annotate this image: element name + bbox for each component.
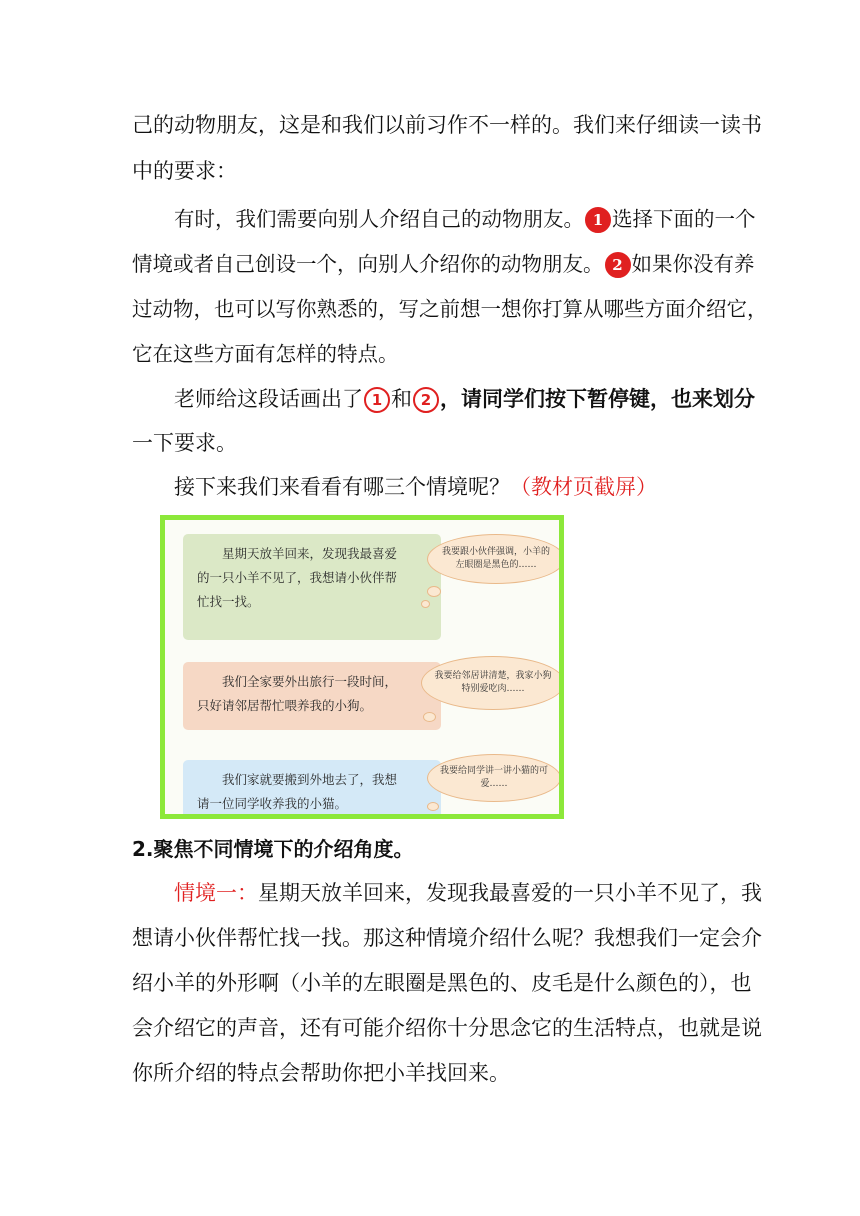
scenario-card-1 (183, 534, 441, 640)
paragraph-line: 己的动物朋友，这是和我们以前习作不一样的。我们来仔细读一读书 (132, 113, 762, 137)
scenario-line: 会介绍它的声音，还有可能介绍你十分思念它的生活特点，也就是说 (132, 1016, 762, 1040)
marker-1: 1 (364, 387, 390, 413)
thought-bubble-3: 我要给同学讲一讲小猫的可爱…… (427, 754, 561, 802)
card-line: 我们全家要外出旅行一段时间， (222, 674, 398, 689)
marker-2: 2 (605, 252, 631, 278)
marker-2: 2 (413, 387, 439, 413)
bubble-dot (421, 600, 430, 608)
card-line: 只好请邻居帮忙喂养我的小狗。 (197, 698, 373, 713)
next-line (174, 472, 657, 502)
quote-line: 过动物，也可以写你熟悉的，写之前想一想你打算从哪些方面介绍它， (132, 297, 768, 321)
scenario-label: 情境一： (174, 881, 258, 905)
card-line: 我们家就要搬到外地去了，我想 (222, 772, 398, 787)
card-line: 的一只小羊不见了，我想请小伙伴帮 (197, 570, 398, 585)
card-line: 忙找一找。 (197, 594, 260, 609)
thought-bubble-1: 我要跟小伙伴强调，小羊的左眼圈是黑色的…… (427, 534, 564, 584)
scenario-text: 星期天放羊回来，发现我最喜爱的一只小羊不见了，我 (258, 881, 762, 905)
scenario-line: 你所介绍的特点会帮助你把小羊找回来。 (132, 1061, 510, 1085)
bubble-dot (423, 712, 436, 722)
quote-text: 情境或者自己创设一个，向别人介绍你的动物朋友。 (132, 252, 604, 276)
quote-line (132, 249, 755, 279)
quote-line (174, 204, 756, 234)
teacher-text: 和 (391, 387, 412, 411)
scenario-card-3 (183, 760, 441, 819)
textbook-note: （教材页截屏） (510, 475, 657, 499)
scenario-line (174, 878, 762, 908)
quote-text: 选择下面的一个 (612, 207, 756, 231)
scenario-card-2 (183, 662, 441, 730)
thought-bubble-2: 我要给邻居讲清楚，我家小狗特别爱吃肉…… (421, 656, 564, 710)
paragraph-line: 中的要求： (132, 159, 237, 183)
teacher-line (174, 384, 755, 414)
quote-text: 有时，我们需要向别人介绍自己的动物朋友。 (174, 207, 584, 231)
bubble-dot (427, 586, 441, 597)
section-heading: 2.聚焦不同情境下的介绍角度。 (132, 837, 414, 861)
next-text: 接下来我们来看看有哪三个情境呢？ (174, 475, 510, 499)
textbook-screenshot (160, 515, 564, 819)
marker-1: 1 (585, 207, 611, 233)
card-line: 请一位同学收养我的小猫。 (197, 796, 348, 811)
teacher-text: 老师给这段话画出了 (174, 387, 363, 411)
scenario-line: 想请小伙伴帮忙找一找。那这种情境介绍什么呢？我想我们一定会介 (132, 926, 762, 950)
bubble-dot (427, 802, 439, 811)
quote-text: 如果你没有养 (631, 252, 755, 276)
quote-line: 它在这些方面有怎样的特点。 (132, 342, 399, 366)
teacher-line: 一下要求。 (132, 431, 237, 455)
teacher-text: ，请同学们按下暂停键，也来划分 (440, 387, 755, 411)
card-line: 星期天放羊回来，发现我最喜爱 (222, 546, 398, 561)
scenario-line: 绍小羊的外形啊（小羊的左眼圈是黑色的、皮毛是什么颜色的），也 (132, 971, 752, 995)
